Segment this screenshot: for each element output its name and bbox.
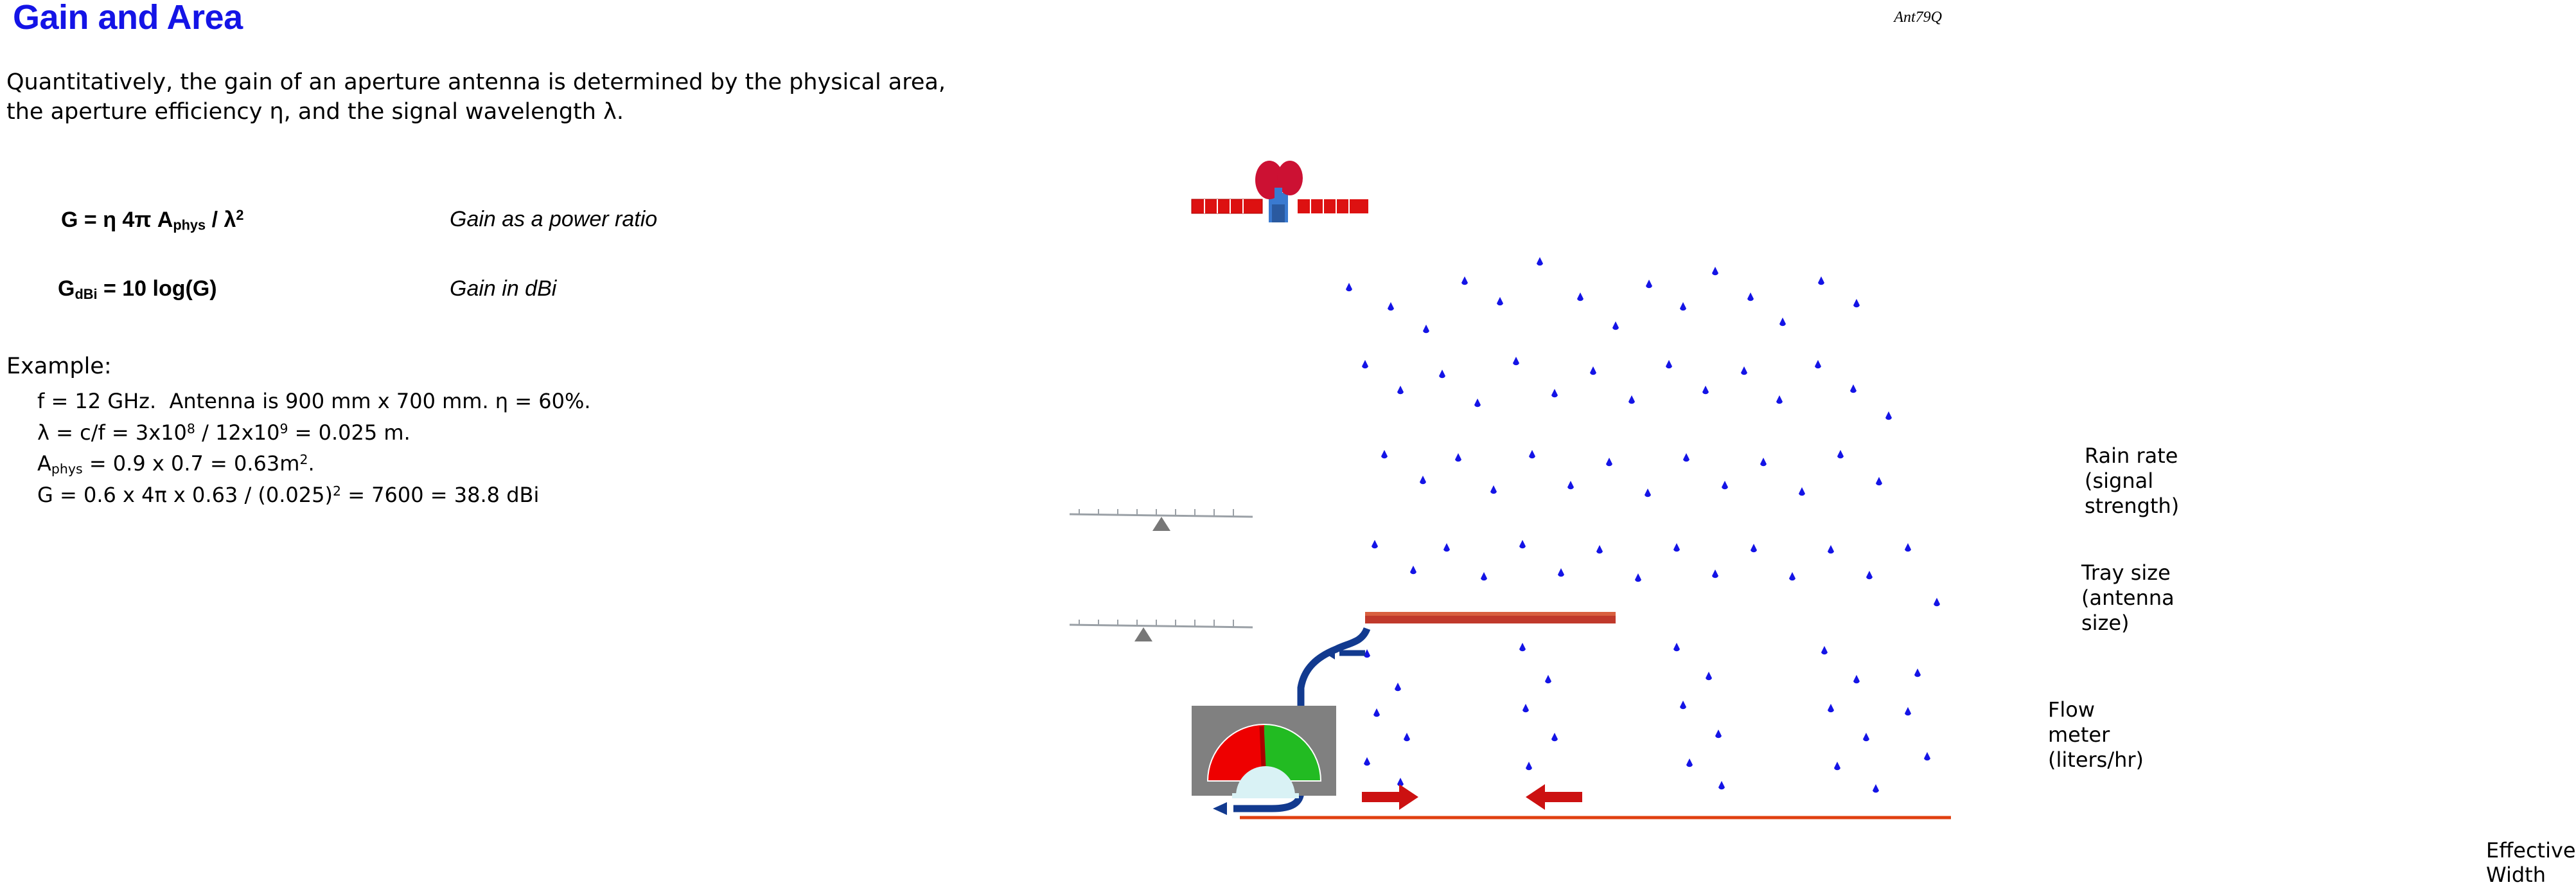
intro-paragraph: Quantitatively, the gain of an aperture antenna is determined by the physical area, the aperture efficiency η, and the signal wavelength λ. (6, 69, 946, 125)
example-line-3: $A_{phys} = 0.9$ x $0.7 = 0.63m^2$. (37, 451, 315, 477)
example-line-2: $\lambda = c/f = 3x10^8 / 12x10^9 = 0.025$ m. (37, 420, 410, 445)
rain-rate-label: Rain rate (signal strength) (2085, 444, 2180, 519)
tray-size-slider (1070, 620, 1253, 641)
formula-gain-dbi: $G_{dBi} = 10$ log(G) (58, 276, 217, 302)
formula-note-power-ratio: Gain as a power ratio (450, 207, 658, 231)
example-line-1: f = 12 GHz. Antenna is 900 mm x 700 mm. η = 60%. (37, 389, 591, 413)
effective-width-arrow-left (1362, 784, 1418, 810)
formula-note-dbi: Gain in dBi (450, 276, 557, 301)
effective-width-label: Effective Width (2486, 838, 2576, 887)
flow-meter (1192, 706, 1336, 798)
flow-meter-label: Flow meter (liters/hr) (2048, 697, 2144, 773)
collection-tray (1365, 612, 1616, 623)
rain-tray-analogy-diagram (1015, 0, 2576, 887)
page-title: Gain and Area (13, 0, 243, 37)
formula-gain-power-ratio: G = η 4π $A_{phys} / \lambda^2$ (61, 207, 244, 233)
pipe-flow-arrowhead (1213, 802, 1227, 815)
effective-width-arrow-right (1526, 784, 1582, 810)
tray-size-label: Tray size (antenna size) (2081, 560, 2175, 636)
rain-rate-slider (1070, 509, 1253, 531)
satellite-icon (1192, 161, 1368, 222)
slide-id-tag: Ant79Q (1894, 9, 1942, 26)
example-heading: Example: (6, 354, 112, 379)
example-line-4: G = 0.6 x 4π x $0.63 / (0.025)^2 = 7600 = 38.8$ dBi (37, 482, 540, 507)
example-body (37, 386, 591, 511)
rain-drops (1346, 257, 1940, 793)
